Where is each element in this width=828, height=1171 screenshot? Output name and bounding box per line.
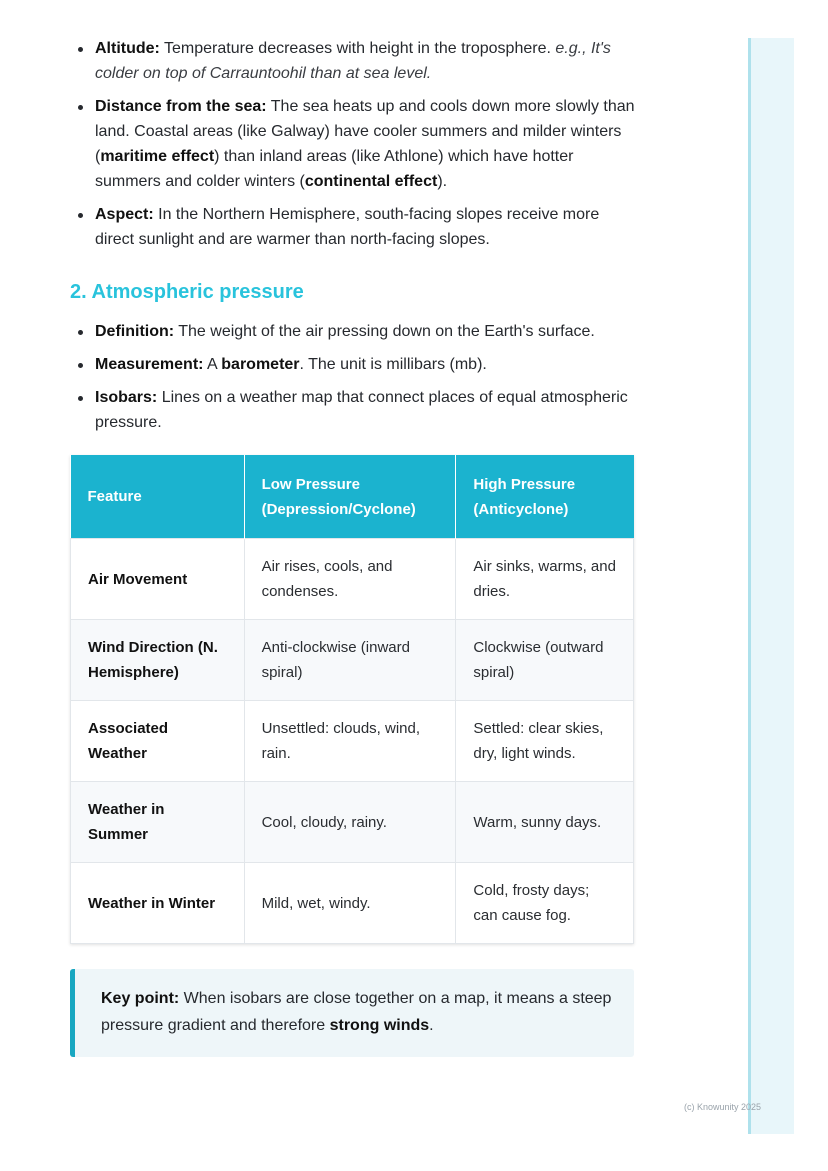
term-barometer: barometer [221,356,300,373]
bullet-text: ) than inland areas (like Athlone) which have hotter summers and colder winters ( [95,148,574,190]
bullet-label: Aspect: [95,206,154,223]
high-pressure-cell: Air sinks, warms, and dries. [456,539,634,620]
bullet-text: Lines on a weather map that connect places of equal atmospheric pressure. [95,389,628,431]
bullet-label: Distance from the sea: [95,98,267,115]
bullet-distance-from-sea [95,94,635,194]
row-feature: Weather in Summer [71,782,245,863]
bullet-label: Definition: [95,323,175,340]
bullet-text: A [203,356,222,373]
bullet-label: Measurement: [95,356,204,373]
low-pressure-cell: Anti-clockwise (inward spiral) [244,620,456,701]
key-point-label: Key point: [101,990,180,1007]
low-pressure-cell: Mild, wet, windy. [244,863,456,944]
high-pressure-cell: Warm, sunny days. [456,782,634,863]
table-header-row [71,455,634,539]
copyright-footer: (c) Knowunity 2025 [684,1102,762,1112]
bullet-text: In the Northern Hemisphere, south-facing slopes receive more direct sunlight and are warmer than north-facing slopes. [95,206,600,248]
term-continental-effect: continental effect [304,173,438,190]
table-row [71,539,634,620]
row-feature: Associated Weather [71,701,245,782]
bullet-text: ). [437,173,448,190]
low-pressure-cell: Unsettled: clouds, wind, rain. [244,701,456,782]
key-point-text: . [429,1017,434,1034]
low-pressure-cell: Air rises, cools, and condenses. [244,539,456,620]
bullet-text: The weight of the air pressing down on the Earth's surface. [174,323,595,340]
table-row [71,863,634,944]
bullet-isobars [95,385,635,435]
term-strong-winds: strong winds [329,1017,430,1034]
bullet-example: e.g., It's colder on top of Carrauntoohil than at sea level. [95,40,611,82]
bullet-label: Isobars: [95,389,158,406]
pressure-facts-list [70,319,635,435]
term-maritime-effect: maritime effect [100,148,215,165]
row-feature: Air Movement [71,539,245,620]
bullet-text: Temperature decreases with height in the troposphere. [159,40,556,57]
bullet-measurement [95,352,635,377]
key-point-callout [70,969,634,1057]
header-feature: Feature [71,455,245,539]
high-pressure-cell: Cold, frosty days; can cause fog. [456,863,634,944]
high-pressure-cell: Settled: clear skies, dry, light winds. [456,701,634,782]
table-row [71,620,634,701]
high-pressure-cell: Clockwise (outward spiral) [456,620,634,701]
bullet-label: Altitude: [95,40,160,57]
right-margin-sidebar [748,38,794,1134]
bullet-definition [95,319,635,344]
bullet-text: The sea heats up and cools down more slowly than land. Coastal areas (like Galway) have cooler summers and milder winters ( [95,98,635,165]
key-point-text: When isobars are close together on a map, it means a steep pressure gradient and therefore [101,990,612,1034]
table-row [71,782,634,863]
section-heading: 2. Atmospheric pressure [70,281,304,303]
bullet-altitude [95,36,635,86]
temperature-factors-list [70,36,635,252]
low-pressure-cell: Cool, cloudy, rainy. [244,782,456,863]
bullet-text: . The unit is millibars (mb). [299,356,487,373]
document-content [70,36,635,1057]
header-high-pressure: High Pressure (Anticyclone) [456,455,634,539]
table-row [71,701,634,782]
row-feature: Wind Direction (N. Hemisphere) [71,620,245,701]
bullet-aspect [95,202,635,252]
row-feature: Weather in Winter [71,863,245,944]
pressure-comparison-table [70,455,634,944]
header-low-pressure: Low Pressure (Depression/Cyclone) [244,455,456,539]
